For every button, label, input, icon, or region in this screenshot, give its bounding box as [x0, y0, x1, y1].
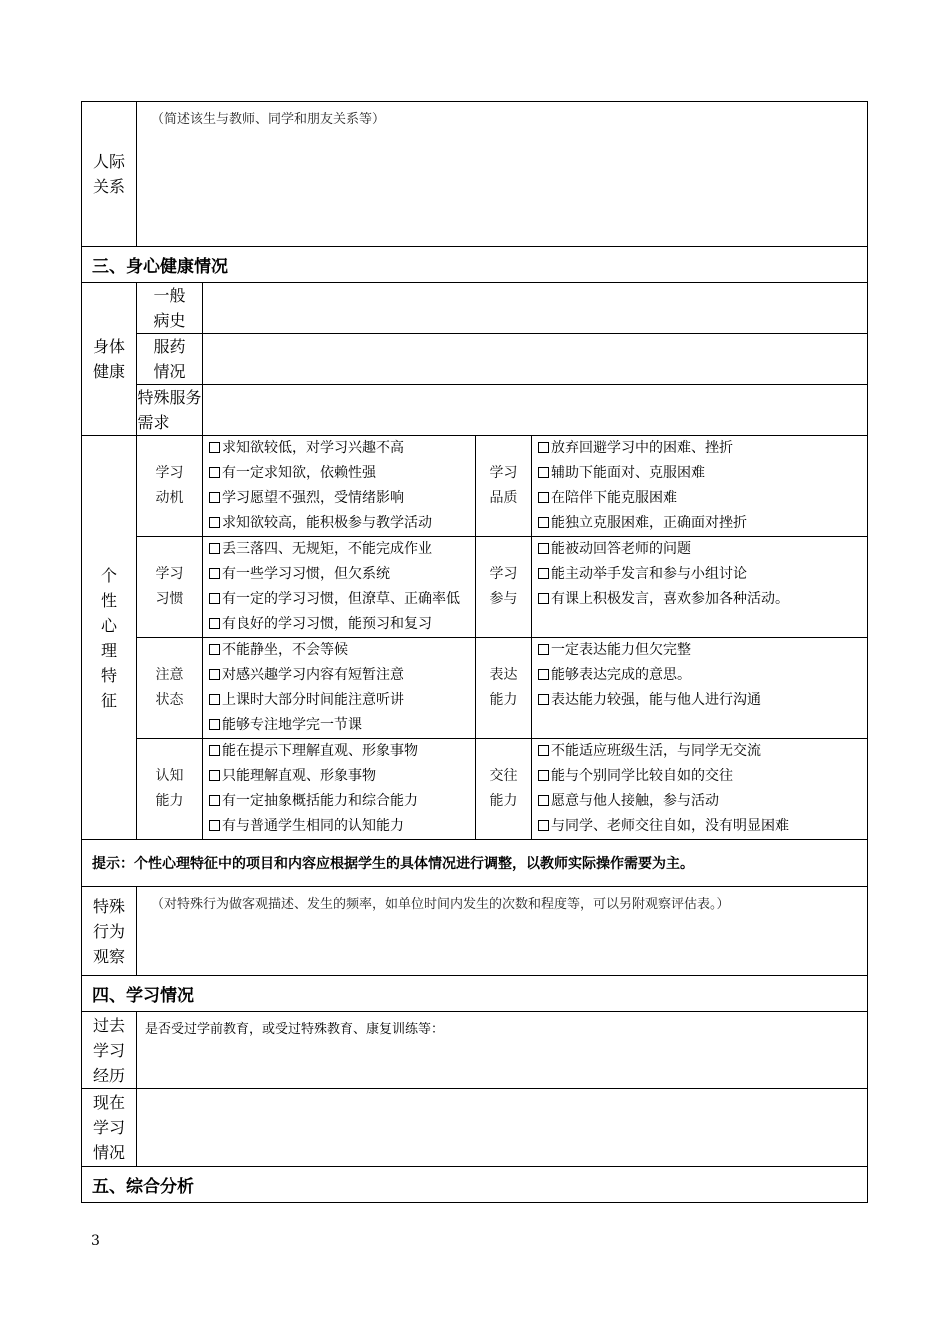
page-number: 3	[91, 1233, 100, 1249]
checkbox-icon[interactable]	[209, 517, 220, 528]
medical-history-row	[82, 283, 868, 334]
option-checkbox[interactable]: 能够专注地学完一节课	[209, 713, 475, 738]
option-checkbox[interactable]: 有与普通学生相同的认知能力	[209, 814, 475, 839]
section-3-title: 三、身心健康情况	[82, 247, 868, 283]
current-learning-row	[82, 1089, 868, 1167]
interpersonal-label: 人际关系	[82, 102, 137, 247]
tip-row	[82, 840, 868, 887]
learning-quality-options	[532, 436, 868, 537]
interpersonal-input[interactable]	[137, 102, 868, 247]
past-learning-input[interactable]: 是否受过学前教育，或受过特殊教育、康复训练等：	[137, 1012, 868, 1089]
option-checkbox[interactable]: 对感兴趣学习内容有短暂注意	[209, 663, 475, 688]
personality-label: 个性心理特征	[82, 436, 137, 840]
learning-participation-options	[532, 537, 868, 638]
checkbox-icon[interactable]	[209, 618, 220, 629]
cognitive-ability-options	[203, 739, 476, 840]
learning-motivation-options	[203, 436, 476, 537]
option-checkbox[interactable]: 放弃回避学习中的困难、挫折	[538, 436, 867, 461]
interpersonal-hint: （简述该生与教师、同学和朋友关系等）	[151, 112, 386, 127]
cognitive-ability-label: 认知能力	[137, 739, 203, 840]
expression-ability-label: 表达能力	[476, 638, 532, 739]
medical-history-label: 一般病史	[137, 283, 203, 334]
option-checkbox[interactable]: 只能理解直观、形象事物	[209, 764, 475, 789]
option-checkbox[interactable]: 与同学、老师交往自如，没有明显困难	[538, 814, 867, 839]
option-checkbox[interactable]: 能独立克服困难，正确面对挫折	[538, 511, 867, 536]
special-behavior-row	[82, 887, 868, 976]
current-learning-label: 现在学习情况	[82, 1089, 137, 1167]
option-checkbox[interactable]: 有良好的学习习惯，能预习和复习	[209, 612, 475, 637]
checkbox-icon[interactable]	[538, 644, 549, 655]
special-service-label: 特殊服务需求	[137, 385, 203, 436]
tip-text: 提示：个性心理特征中的项目和内容应根据学生的具体情况进行调整，以教师实际操作需要为主。	[82, 840, 868, 887]
option-checkbox[interactable]: 辅助下能面对、克服困难	[538, 461, 867, 486]
personality-row	[82, 436, 868, 537]
special-service-row	[82, 385, 868, 436]
special-service-input[interactable]	[203, 385, 868, 436]
checkbox-icon[interactable]	[209, 669, 220, 680]
checkbox-icon[interactable]	[538, 669, 549, 680]
learning-habits-options	[203, 537, 476, 638]
checkbox-icon[interactable]	[538, 745, 549, 756]
checkbox-icon[interactable]	[538, 694, 549, 705]
option-checkbox[interactable]: 有课上积极发言，喜欢参加各种活动。	[538, 587, 867, 612]
special-behavior-hint: （对特殊行为做客观描述、发生的频率，如单位时间内发生的次数和程度等，可以另附观察评估表。）	[151, 897, 730, 912]
checkbox-icon[interactable]	[538, 442, 549, 453]
option-checkbox[interactable]: 一定表达能力但欠完整	[538, 638, 867, 663]
option-checkbox[interactable]: 有一定抽象概括能力和综合能力	[209, 789, 475, 814]
option-checkbox[interactable]: 上课时大部分时间能注意听讲	[209, 688, 475, 713]
checkbox-icon[interactable]	[538, 795, 549, 806]
checkbox-icon[interactable]	[538, 770, 549, 781]
option-checkbox[interactable]: 在陪伴下能克服困难	[538, 486, 867, 511]
checkbox-icon[interactable]	[538, 568, 549, 579]
checkbox-icon[interactable]	[209, 795, 220, 806]
option-checkbox[interactable]: 有一定的学习习惯，但潦草、正确率低	[209, 587, 475, 612]
checkbox-icon[interactable]	[209, 593, 220, 604]
checkbox-icon[interactable]	[538, 492, 549, 503]
medication-input[interactable]	[203, 334, 868, 385]
attention-state-label: 注意状态	[137, 638, 203, 739]
physical-health-label: 身体健康	[82, 283, 137, 436]
section-5-title: 五、综合分析	[82, 1167, 868, 1203]
current-learning-input[interactable]	[137, 1089, 868, 1167]
checkbox-icon[interactable]	[538, 543, 549, 554]
personality-row	[82, 638, 868, 739]
option-checkbox[interactable]: 丢三落四、无规矩，不能完成作业	[209, 537, 475, 562]
option-checkbox[interactable]: 学习愿望不强烈，受情绪影响	[209, 486, 475, 511]
learning-participation-label: 学习参与	[476, 537, 532, 638]
option-checkbox[interactable]: 能够表达完成的意思。	[538, 663, 867, 688]
personality-row	[82, 537, 868, 638]
option-checkbox[interactable]: 表达能力较强，能与他人进行沟通	[538, 688, 867, 713]
learning-motivation-label: 学习动机	[137, 436, 203, 537]
option-checkbox[interactable]: 愿意与他人接触，参与活动	[538, 789, 867, 814]
checkbox-icon[interactable]	[209, 442, 220, 453]
social-ability-label: 交往能力	[476, 739, 532, 840]
option-checkbox[interactable]: 求知欲较低，对学习兴趣不高	[209, 436, 475, 461]
option-checkbox[interactable]: 求知欲较高，能积极参与教学活动	[209, 511, 475, 536]
checkbox-icon[interactable]	[209, 543, 220, 554]
option-checkbox[interactable]: 能主动举手发言和参与小组讨论	[538, 562, 867, 587]
medication-label: 服药情况	[137, 334, 203, 385]
learning-habits-label: 学习习惯	[137, 537, 203, 638]
student-profile-form	[81, 101, 868, 1203]
section-5-row	[82, 1167, 868, 1203]
checkbox-icon[interactable]	[209, 492, 220, 503]
option-checkbox[interactable]: 能与个别同学比较自如的交往	[538, 764, 867, 789]
option-checkbox[interactable]: 不能适应班级生活，与同学无交流	[538, 739, 867, 764]
attention-state-options	[203, 638, 476, 739]
section-3-row	[82, 247, 868, 283]
past-learning-label: 过去学习经历	[82, 1012, 137, 1089]
social-ability-options	[532, 739, 868, 840]
learning-quality-label: 学习品质	[476, 436, 532, 537]
checkbox-icon[interactable]	[209, 467, 220, 478]
checkbox-icon[interactable]	[538, 593, 549, 604]
checkbox-icon[interactable]	[209, 719, 220, 730]
checkbox-icon[interactable]	[209, 745, 220, 756]
special-behavior-input[interactable]	[137, 887, 868, 976]
personality-row	[82, 739, 868, 840]
expression-ability-options	[532, 638, 868, 739]
checkbox-icon[interactable]	[209, 820, 220, 831]
option-checkbox[interactable]: 有一些学习习惯，但欠系统	[209, 562, 475, 587]
option-checkbox[interactable]: 能在提示下理解直观、形象事物	[209, 739, 475, 764]
checkbox-icon[interactable]	[538, 517, 549, 528]
option-checkbox[interactable]: 不能静坐，不会等候	[209, 638, 475, 663]
checkbox-icon[interactable]	[538, 820, 549, 831]
option-checkbox[interactable]: 有一定求知欲，依赖性强	[209, 461, 475, 486]
checkbox-icon[interactable]	[538, 467, 549, 478]
special-behavior-label: 特殊行为观察	[82, 887, 137, 976]
interpersonal-row	[82, 102, 868, 247]
checkbox-icon[interactable]	[209, 568, 220, 579]
section-4-title: 四、学习情况	[82, 976, 868, 1012]
section-4-row	[82, 976, 868, 1012]
checkbox-icon[interactable]	[209, 644, 220, 655]
checkbox-icon[interactable]	[209, 694, 220, 705]
past-learning-row	[82, 1012, 868, 1089]
medical-history-input[interactable]	[203, 283, 868, 334]
checkbox-icon[interactable]	[209, 770, 220, 781]
medication-row	[82, 334, 868, 385]
option-checkbox[interactable]: 能被动回答老师的问题	[538, 537, 867, 562]
